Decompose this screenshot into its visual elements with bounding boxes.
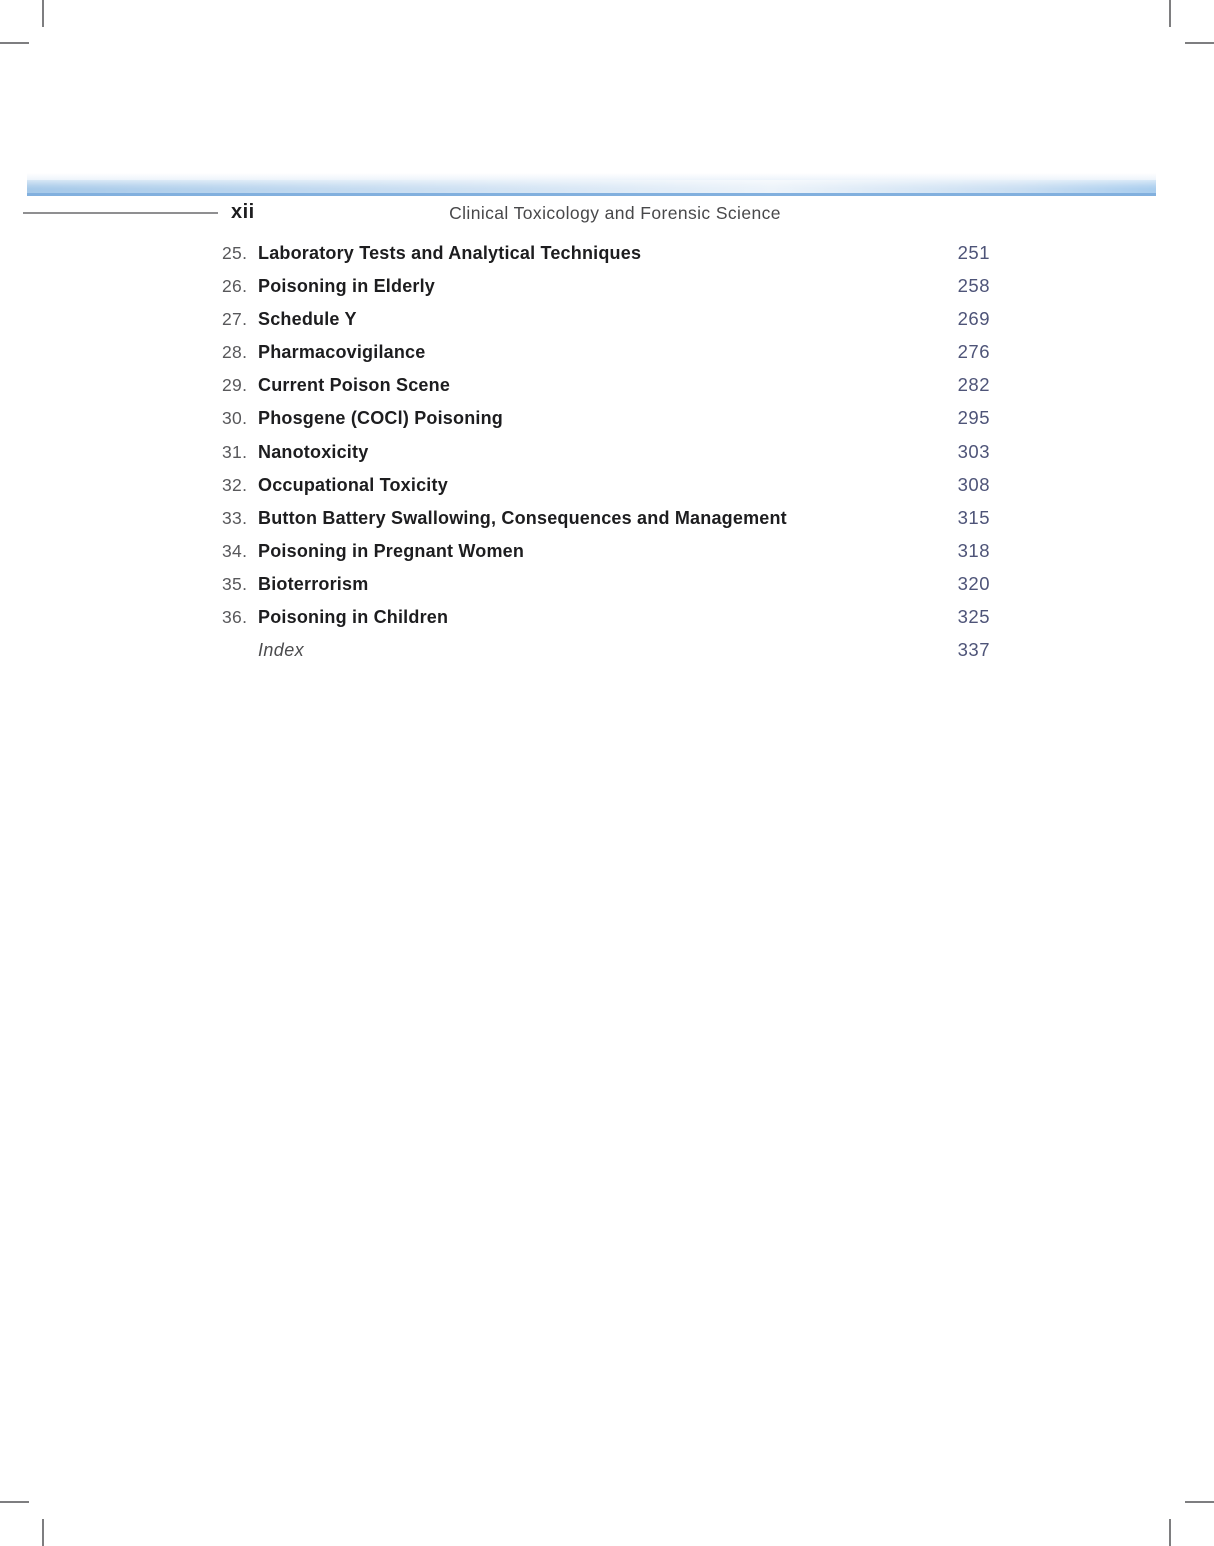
chapter-title: Occupational Toxicity <box>258 474 448 495</box>
crop-mark-top-left-vertical <box>42 0 44 27</box>
toc-row <box>222 534 990 567</box>
chapter-title: Phosgene (COCl) Poisoning <box>258 408 504 429</box>
page-number: 315 <box>957 506 990 528</box>
toc-row <box>222 567 990 600</box>
page-number: 282 <box>957 374 990 396</box>
chapter-title: Pharmacovigilance <box>258 342 426 363</box>
toc-row <box>222 435 990 468</box>
chapter-number: 25. <box>222 243 248 263</box>
chapter-number: 28. <box>222 342 248 363</box>
chapter-number: 33. <box>222 507 248 528</box>
toc-row <box>222 302 990 335</box>
chapter-title: Bioterrorism <box>258 573 369 594</box>
toc-row <box>222 269 990 302</box>
page-number: 269 <box>957 308 990 330</box>
page-number: 258 <box>957 275 990 297</box>
crop-mark-bottom-left-horizontal <box>0 1501 29 1503</box>
chapter-title: Poisoning in Pregnant Women <box>258 540 525 561</box>
folio-page-number: xii <box>231 201 255 223</box>
chapter-title: Nanotoxicity <box>258 441 369 462</box>
crop-mark-top-right-vertical <box>1169 0 1171 27</box>
chapter-title: Index <box>258 640 305 661</box>
page-number: 295 <box>957 407 990 429</box>
chapter-number: 27. <box>222 309 248 330</box>
chapter-title: Current Poison Scene <box>258 375 451 396</box>
chapter-number: 29. <box>222 375 248 396</box>
page-number: 308 <box>957 473 990 495</box>
chapter-title: Poisoning in Elderly <box>258 276 436 297</box>
toc-row <box>222 501 990 534</box>
toc-row <box>222 633 990 666</box>
chapter-number: 30. <box>222 408 248 429</box>
toc-row <box>222 368 990 401</box>
chapter-title: Laboratory Tests and Analytical Techniques <box>258 243 642 263</box>
toc-row <box>222 236 990 269</box>
page-number: 320 <box>957 572 990 594</box>
crop-mark-bottom-right-vertical <box>1169 1519 1171 1546</box>
crop-mark-bottom-left-vertical <box>42 1519 44 1546</box>
toc-row <box>222 600 990 633</box>
crop-mark-top-right-horizontal <box>1185 42 1214 44</box>
chapter-number: 31. <box>222 441 248 462</box>
page-number: 337 <box>957 639 990 661</box>
chapter-title: Poisoning in Children <box>258 607 449 628</box>
toc-list <box>222 236 990 666</box>
chapter-number: 34. <box>222 540 248 561</box>
toc-row <box>222 401 990 434</box>
chapter-title: Button Battery Swallowing, Consequences and Management <box>258 507 787 528</box>
chapter-number: 36. <box>222 607 248 628</box>
page-number: 318 <box>957 539 990 561</box>
chapter-number: 35. <box>222 573 248 594</box>
crop-mark-top-left-horizontal <box>0 42 29 44</box>
running-head: Clinical Toxicology and Forensic Science <box>449 203 781 223</box>
crop-mark-bottom-right-horizontal <box>1185 1501 1214 1503</box>
page-number: 276 <box>957 341 990 363</box>
toc-row <box>222 468 990 501</box>
page-number: 303 <box>957 440 990 462</box>
chapter-number: 32. <box>222 474 248 495</box>
chapter-number: 26. <box>222 276 248 297</box>
page-number: 325 <box>957 606 990 628</box>
page-number: 251 <box>957 242 990 263</box>
header-gradient-band <box>27 180 1156 196</box>
chapter-title: Schedule Y <box>258 309 357 330</box>
toc-row <box>222 335 990 368</box>
